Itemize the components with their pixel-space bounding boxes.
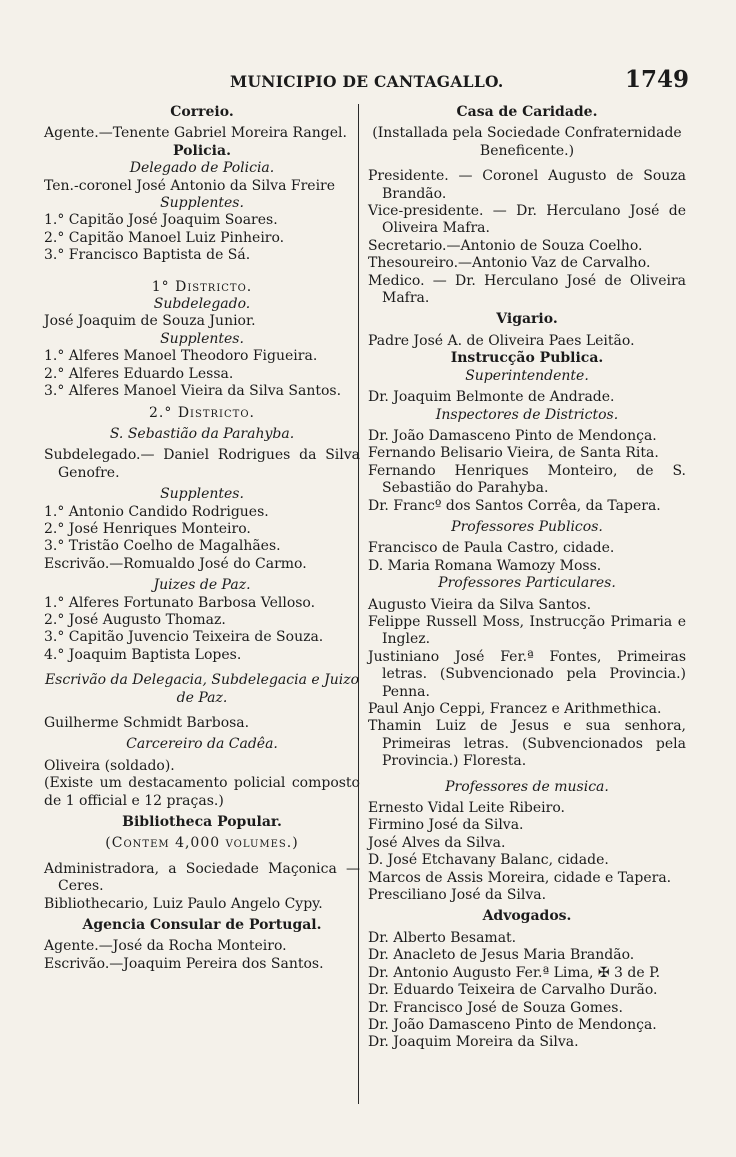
left-column-line: 3.° Capitão Juvencio Teixeira de Souza. bbox=[44, 629, 324, 646]
left-column-line: 3.° Francisco Baptista de Sá. bbox=[44, 247, 251, 264]
left-column-line: Subdelegado. bbox=[153, 296, 251, 313]
left-column-line: 2.° Capitão Manoel Luiz Pinheiro. bbox=[44, 229, 285, 246]
right-column-line: José Alves da Silva. bbox=[368, 834, 506, 851]
left-column-line: Escrivão da Delegacia, Subdelegacia e Juizo de Paz. bbox=[44, 672, 360, 706]
right-column-line: Medico. — Dr. Herculano José de Oliveira Mafra. bbox=[368, 272, 686, 307]
right-column-line: Dr. João Damasceno Pinto de Mendonça. bbox=[368, 427, 657, 444]
running-title: MUNICIPIO DE CANTAGALLO. bbox=[230, 72, 504, 91]
left-column-line: Supplentes. bbox=[160, 330, 244, 347]
right-column-line: Secretario.—Antonio de Souza Coelho. bbox=[368, 237, 643, 254]
right-column-line: Presidente. — Coronel Augusto de Souza Brandão. bbox=[368, 168, 686, 202]
right-column-line: Dr. Francisco José de Souza Gomes. bbox=[368, 999, 623, 1016]
right-column-line: Fernando Belisario Vieira, de Santa Rita. bbox=[368, 445, 659, 462]
left-column-line: Oliveira (soldado). bbox=[44, 757, 175, 774]
left-column-line: (Existe um destacamento policial composto de 1 official e 12 praças.) bbox=[44, 775, 360, 809]
left-column-line: 1.° Capitão José Joaquim Soares. bbox=[44, 212, 278, 229]
right-column-line: Professores Particulares. bbox=[438, 575, 616, 592]
right-column-line: Dr. Alberto Besamat. bbox=[368, 929, 517, 946]
left-column-line: Administradora, a Sociedade Maçonica — Ceres. bbox=[44, 860, 360, 895]
right-column-line: Dr. Joaquim Moreira da Silva. bbox=[368, 1034, 579, 1051]
right-column-line: Advogados. bbox=[482, 908, 572, 925]
left-column-line: Correio. bbox=[170, 104, 234, 120]
right-column-line: Padre José A. de Oliveira Paes Leitão. bbox=[368, 332, 635, 349]
right-column-line: Francisco de Paula Castro, cidade. bbox=[368, 540, 615, 557]
left-column-line: 1° Districto. bbox=[151, 278, 253, 295]
right-column-line: Inspectores de Districtos. bbox=[435, 406, 619, 423]
right-column-line: Firmino José da Silva. bbox=[368, 817, 524, 834]
left-column-line: S. Sebastião da Parahyba. bbox=[109, 425, 295, 442]
right-column-line: Marcos de Assis Moreira, cidade e Tapera. bbox=[368, 869, 672, 886]
right-column-line: D. José Etchavany Balanc, cidade. bbox=[368, 852, 609, 869]
left-column-line: 2.° Districto. bbox=[149, 404, 255, 421]
right-column-line: Superintendente. bbox=[465, 367, 589, 384]
right-column-line: Professores Publicos. bbox=[451, 518, 603, 535]
right-column-line: Thesoureiro.—Antonio Vaz de Carvalho. bbox=[368, 255, 651, 272]
left-column-line: 4.° Joaquim Baptista Lopes. bbox=[44, 646, 242, 663]
right-column-line: Dr. Joaquim Belmonte de Andrade. bbox=[368, 389, 615, 406]
left-column-line: 1.° Alferes Manoel Theodoro Figueira. bbox=[44, 348, 318, 365]
right-column-line: Instrucção Publica. bbox=[450, 350, 604, 367]
left-column-line: Escrivão.—Romualdo José do Carmo. bbox=[44, 555, 307, 572]
right-column-line: Ernesto Vidal Leite Ribeiro. bbox=[368, 800, 565, 817]
left-column-line: 2.° José Henriques Monteiro. bbox=[44, 520, 251, 537]
right-column-line: Thamin Luiz de Jesus e sua senhora, Primeiras letras. (Subvencionados pela Provincia.) Floresta. bbox=[368, 718, 686, 770]
right-column-line: Justiniano José Fer.ª Fontes, Primeiras letras. (Subvencionado pela Provincia.) Penna. bbox=[368, 648, 686, 700]
left-column-line: Bibliothecario, Luiz Paulo Angelo Cypy. bbox=[44, 895, 323, 912]
right-column-line: Dr. João Damasceno Pinto de Mendonça. bbox=[368, 1016, 657, 1033]
left-column-line: Supplentes. bbox=[160, 486, 244, 503]
left-column-line: Delegado de Policia. bbox=[129, 160, 275, 177]
left-column-line: Carcereiro da Cadêa. bbox=[126, 736, 278, 753]
left-column-line: 2.° José Augusto Thomaz. bbox=[44, 611, 226, 628]
left-column-line: (Contem 4,000 volumes.) bbox=[105, 835, 299, 852]
right-column-line: Felippe Russell Moss, Instrucção Primaria e Inglez. bbox=[368, 613, 686, 648]
right-column-line: Dr. Anacleto de Jesus Maria Brandão. bbox=[368, 947, 635, 964]
right-column-line: Vice-presidente. — Dr. Herculano José de Oliveira Mafra. bbox=[368, 203, 686, 237]
right-column-line: Presciliano José da Silva. bbox=[368, 887, 547, 904]
left-column-line: Supplentes. bbox=[160, 195, 244, 212]
page-header bbox=[45, 66, 689, 96]
left-column-line: Guilherme Schmidt Barbosa. bbox=[44, 715, 250, 731]
right-column-line: Casa de Caridade. bbox=[456, 104, 598, 120]
left-column-line: Agente.—Tenente Gabriel Moreira Rangel. bbox=[44, 125, 347, 142]
left-column-line: Agente.—José da Rocha Monteiro. bbox=[44, 938, 287, 955]
left-column-line: 3.° Alferes Manoel Vieira da Silva Santos. bbox=[44, 383, 342, 400]
right-column-line: Dr. Eduardo Teixeira de Carvalho Durão. bbox=[368, 982, 658, 999]
left-column-line: Ten.-coronel José Antonio da Silva Freire bbox=[44, 177, 336, 194]
left-column-line: Agencia Consular de Portugal. bbox=[82, 917, 322, 934]
left-column-line: 1.° Alferes Fortunato Barbosa Velloso. bbox=[44, 594, 316, 611]
right-column-line: Dr. Antonio Augusto Fer.ª Lima, ✠ 3 de P. bbox=[368, 964, 661, 981]
right-column-line: D. Maria Romana Wamozy Moss. bbox=[368, 557, 602, 574]
right-column-line: Professores de musica. bbox=[445, 778, 609, 795]
left-column-line: José Joaquim de Souza Junior. bbox=[44, 313, 256, 330]
left-column-line: 3.° Tristão Coelho de Magalhães. bbox=[44, 538, 281, 555]
left-column-line: 2.° Alferes Eduardo Lessa. bbox=[44, 365, 234, 382]
left-column-line: 1.° Antonio Candido Rodrigues. bbox=[44, 503, 269, 520]
right-column bbox=[368, 104, 686, 1052]
right-column-line: Dr. Francº dos Santos Corrêa, da Tapera. bbox=[368, 497, 661, 514]
left-column-line: Escrivão.—Joaquim Pereira dos Santos. bbox=[44, 955, 324, 972]
left-column-line: Juizes de Paz. bbox=[153, 577, 251, 594]
page-number: 1749 bbox=[624, 66, 689, 93]
right-column-line: Paul Anjo Ceppi, Francez e Arithmethica. bbox=[368, 701, 662, 717]
left-column-line: Policia. bbox=[173, 142, 231, 159]
right-column-line: (Installada pela Sociedade Confraternidade Beneficente.) bbox=[372, 125, 682, 159]
right-column-line: Vigario. bbox=[496, 311, 558, 328]
right-column-line: Augusto Vieira da Silva Santos. bbox=[368, 596, 592, 613]
left-column-line: Subdelegado.— Daniel Rodrigues da Silva Genofre. bbox=[44, 447, 360, 481]
left-column-line: Bibliotheca Popular. bbox=[122, 814, 282, 831]
right-column-line: Fernando Henriques Monteiro, de S. Sebastião do Parahyba. bbox=[368, 462, 686, 497]
left-column bbox=[44, 104, 360, 973]
